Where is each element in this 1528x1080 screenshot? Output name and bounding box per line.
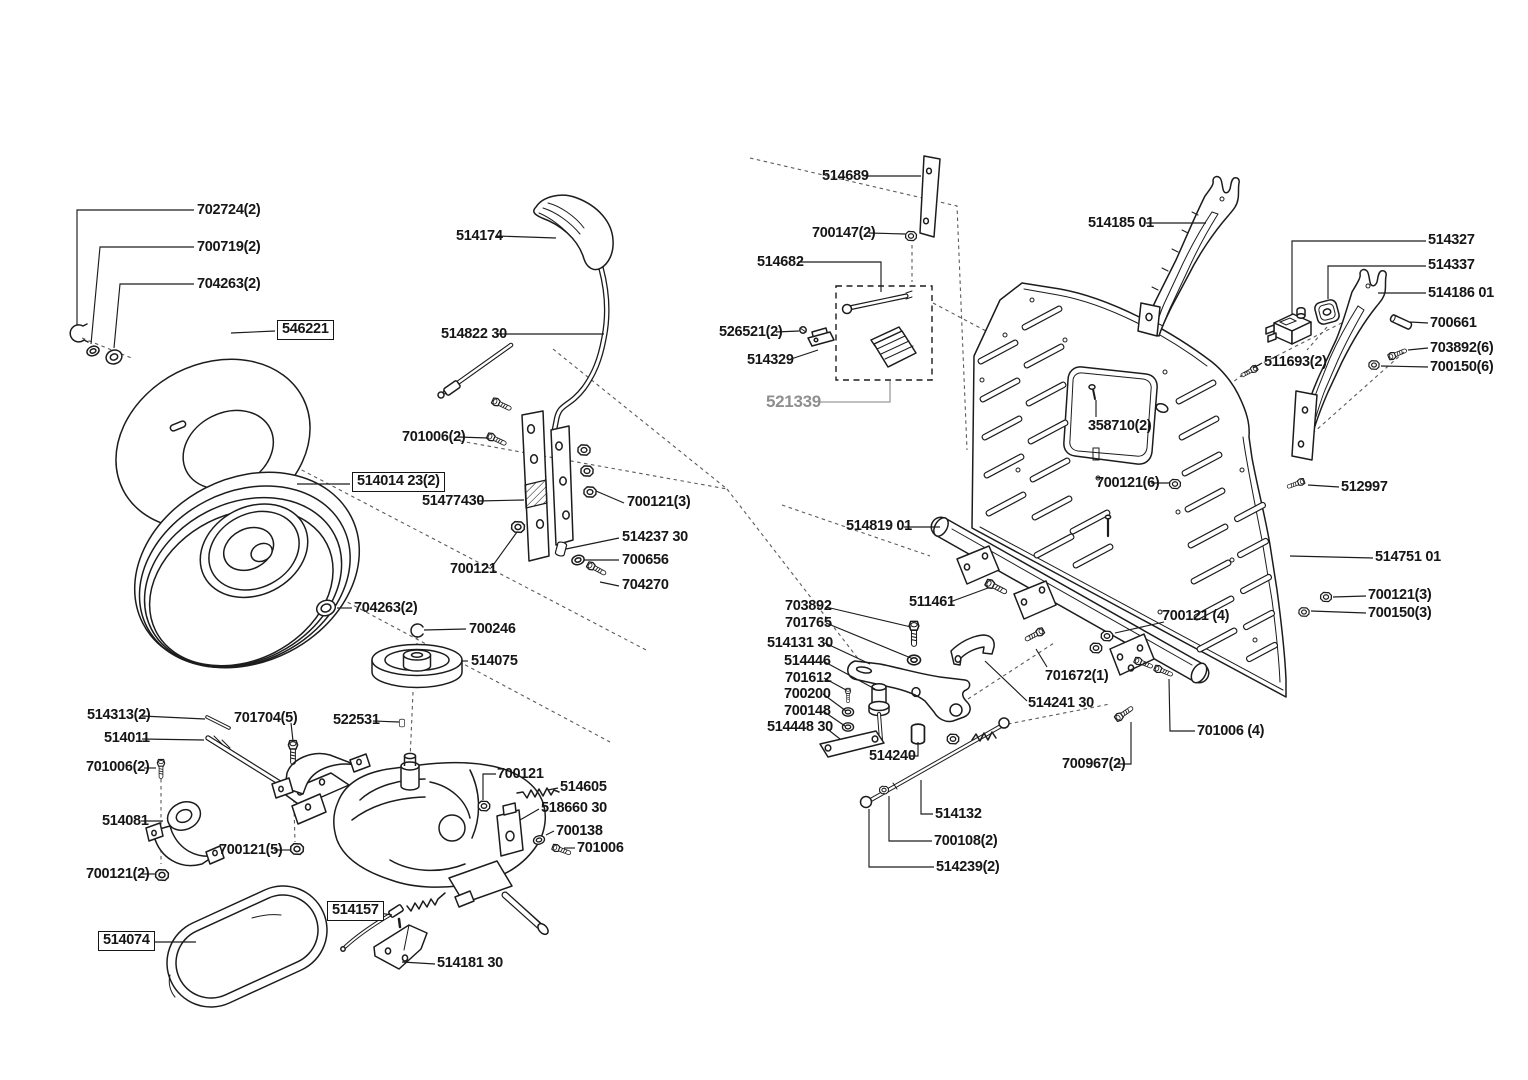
- part-label-700661: 700661: [1430, 315, 1477, 331]
- safety-switch-illustration: [1266, 308, 1311, 344]
- anchor-bracket-illustration: [951, 635, 994, 665]
- part-label-522531: 522531: [333, 712, 380, 728]
- part-label-514185-01: 514185 01: [1088, 215, 1154, 231]
- plate-opening: [1064, 367, 1157, 464]
- pin-illustration: [399, 719, 404, 727]
- washer-illustration: [86, 345, 101, 358]
- part-label-514240: 514240: [869, 748, 916, 764]
- part-label-514605: 514605: [560, 779, 607, 795]
- shift-handle-group: [438, 195, 613, 577]
- part-label-700150-3: 700150(3): [1368, 605, 1432, 621]
- bearing-illustration: [104, 348, 124, 366]
- part-label-512997: 512997: [1341, 479, 1388, 495]
- part-label-700121-6: 700121(6): [1096, 475, 1160, 491]
- brake-group: [800, 286, 932, 380]
- circlip-illustration: [70, 324, 88, 342]
- part-label-700200: 700200: [784, 686, 831, 702]
- part-label-514237-30: 514237 30: [622, 529, 688, 545]
- part-label-511693-2: 511693(2): [1264, 354, 1327, 370]
- part-label-514327: 514327: [1428, 232, 1475, 248]
- part-label-514751-01: 514751 01: [1375, 549, 1441, 565]
- part-label-702724-2: 702724(2): [197, 202, 261, 218]
- cable-ball-end: [438, 392, 444, 398]
- part-label-701006-4: 701006 (4): [1197, 723, 1265, 739]
- part-label-701765: 701765: [785, 615, 832, 631]
- part-label-514239-2: 514239(2): [936, 859, 1000, 875]
- part-label-704263-2-b: 704263(2): [354, 600, 418, 616]
- part-label-518660-30: 518660 30: [541, 800, 607, 816]
- part-label-546221: 546221: [277, 320, 334, 340]
- part-label-700121-3-b: 700121(3): [1368, 587, 1432, 603]
- part-label-700967-2: 700967(2): [1062, 756, 1126, 772]
- part-label-703892-6: 703892(6): [1430, 340, 1494, 356]
- part-label-514448-30: 514448 30: [767, 719, 833, 735]
- part-label-514682: 514682: [757, 254, 804, 270]
- axle-shaft-group: [207, 717, 349, 824]
- cable-bracket-illustration: [374, 925, 427, 969]
- grommet-illustration: [1314, 299, 1341, 326]
- part-label-700121-b: 700121: [497, 766, 544, 782]
- part-label-700150-6: 700150(6): [1430, 359, 1494, 375]
- part-label-514181-30: 514181 30: [437, 955, 503, 971]
- part-label-701612: 701612: [785, 670, 832, 686]
- part-label-701006-c: 701006: [577, 840, 624, 856]
- part-label-700108-2: 700108(2): [934, 833, 998, 849]
- shift-arm-group: [820, 621, 970, 757]
- part-label-514074: 514074: [98, 931, 155, 951]
- part-label-521339: 521339: [766, 392, 821, 411]
- part-label-700148: 700148: [784, 703, 831, 719]
- part-label-700719-2: 700719(2): [197, 239, 261, 255]
- part-label-700656: 700656: [622, 552, 669, 568]
- part-label-700121-4: 700121 (4): [1162, 608, 1230, 624]
- part-label-514822-30: 514822 30: [441, 326, 507, 342]
- support-strap: [906, 156, 940, 241]
- part-label-526521-2: 526521(2): [719, 324, 783, 340]
- part-label-514081: 514081: [102, 813, 149, 829]
- part-label-514337: 514337: [1428, 257, 1475, 273]
- part-label-700138: 700138: [556, 823, 603, 839]
- pin-700661-illustration: [1390, 314, 1413, 330]
- part-label-700121-5: 700121(5): [219, 842, 283, 858]
- part-label-514241-30: 514241 30: [1028, 695, 1094, 711]
- part-label-703892-b: 703892: [785, 598, 832, 614]
- snap-ring-illustration: [411, 624, 423, 637]
- part-label-514329: 514329: [747, 352, 794, 368]
- part-label-704263-2-a: 704263(2): [197, 276, 261, 292]
- part-label-700147-2: 700147(2): [812, 225, 876, 241]
- part-label-514014-23-2: 514014 23(2): [352, 472, 445, 492]
- handle-grip-illustration: [534, 195, 613, 269]
- part-label-514446: 514446: [784, 653, 831, 669]
- part-label-700121-a: 700121: [450, 561, 497, 577]
- part-label-700246: 700246: [469, 621, 516, 637]
- part-label-514689: 514689: [822, 168, 869, 184]
- part-label-701704-5: 701704(5): [234, 710, 298, 726]
- shift-arm-illustration: [848, 661, 970, 722]
- part-label-51477430: 51477430: [422, 493, 485, 509]
- part-label-358710-2: 358710(2): [1088, 418, 1152, 434]
- part-label-701006-2-a: 701006(2): [402, 429, 466, 445]
- part-label-514186-01: 514186 01: [1428, 285, 1494, 301]
- bracket-left: [1138, 177, 1239, 336]
- part-label-514075: 514075: [471, 653, 518, 669]
- part-label-514132: 514132: [935, 806, 982, 822]
- part-label-514313-2: 514313(2): [87, 707, 151, 723]
- part-label-701006-2-b: 701006(2): [86, 759, 150, 775]
- part-label-704270: 704270: [622, 577, 669, 593]
- part-label-701672-1: 701672(1): [1045, 668, 1109, 684]
- drive-belt: [169, 915, 283, 997]
- part-label-700121-2: 700121(2): [86, 866, 150, 882]
- part-label-514819-01: 514819 01: [846, 518, 912, 534]
- part-label-700121-3-a: 700121(3): [627, 494, 691, 510]
- part-label-514011: 514011: [104, 730, 150, 746]
- part-label-514157: 514157: [327, 901, 384, 921]
- part-label-514174: 514174: [456, 228, 503, 244]
- part-label-511461: 511461: [909, 594, 955, 610]
- part-label-514131-30: 514131 30: [767, 635, 833, 651]
